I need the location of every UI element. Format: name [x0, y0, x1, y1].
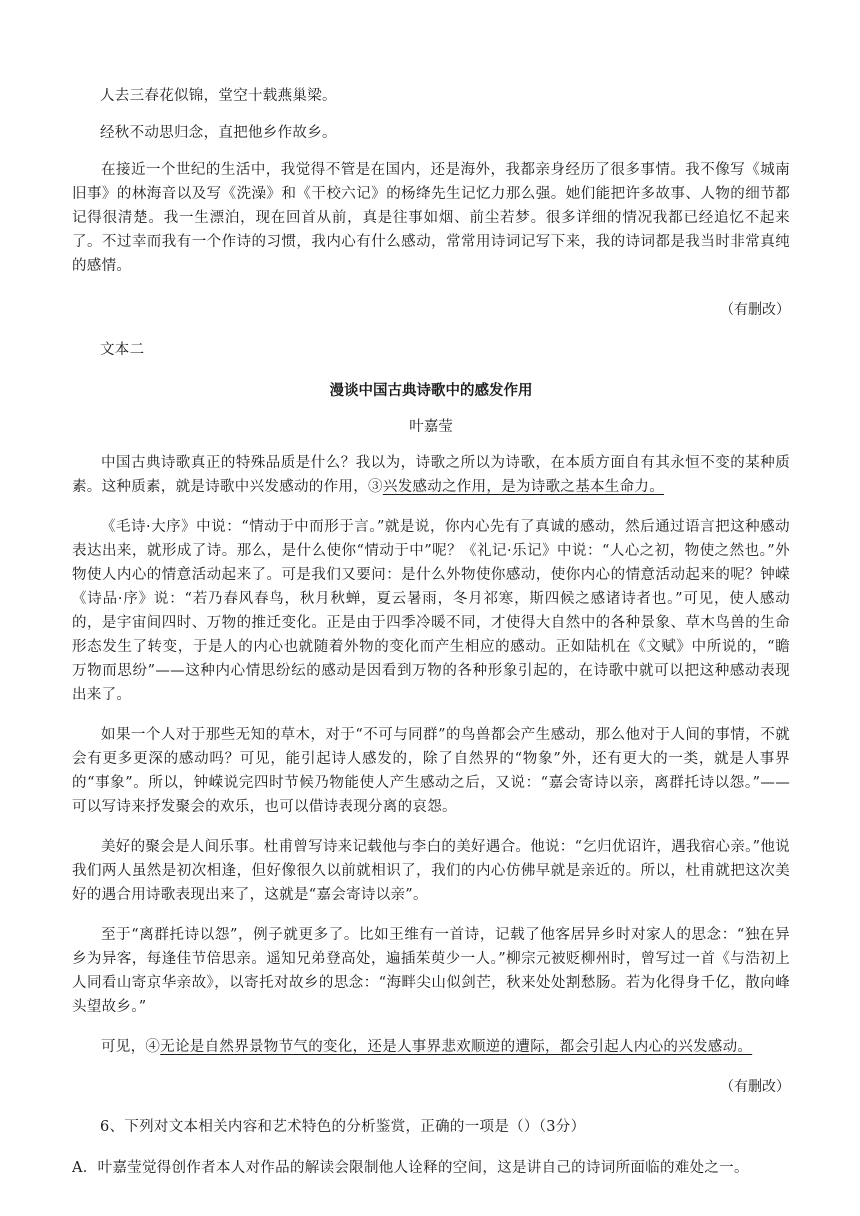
- underlined-sentence-3: 兴发感动之作用，是为诗歌之基本生命力。: [382, 479, 665, 495]
- text1-paragraph: 在接近一个世纪的生活中，我觉得不管是在国内，还是海外，我都亲身经历了很多事情。我不像写《城南旧事》的林海音以及写《洗澡》和《干校六记》的杨绛先生记忆力那么强。她们能把许多故事、人物的细节都记得很清楚。我一生漂泊，现在回首从前，真是往事如烟、前尘若梦。很多详细的情况我都已经追忆不起来了。不过幸而我有一个作诗的习惯，我内心有什么感动，常常用诗词记写下来，我的诗词都是我当时非常真纯的感情。: [72, 162, 790, 274]
- text2-paragraph-6: [72, 1035, 790, 1059]
- para1-lead: 中国古典诗歌真正的特殊品质是什么？我以为，诗歌之所以为诗歌，在本质方面自有其永恒不变的某种质素。这种质素，就是诗歌中兴发感动的作用，③: [72, 455, 790, 495]
- text2-paragraph-4: 美好的聚会是人间乐事。杜甫曾写诗来记载他与李白的美好遇合。他说：“乞归优诏许，遇我宿心亲。”他说我们两人虽然是初次相逢，但好像很久以前就相识了，我们的内心仿佛早就是亲近的。所以，杜甫就把这次美好的遇合用诗歌表现出来了，这就是“嘉会寄诗以亲”。: [72, 839, 790, 903]
- poem-line-1: 人去三春花似锦，堂空十载燕巢梁。: [100, 88, 337, 104]
- article-title: 漫谈中国古典诗歌中的感发作用: [329, 382, 533, 399]
- text2-paragraph-2: 《毛诗·大序》中说：“情动于中而形于言。”就是说，你内心先有了真诚的感动，然后通过语言把这种感动表达出来，就形成了诗。那么，是什么使你“情动于中”呢？《礼记·乐记》中说：“人心之初，物使之然也。”外物使人内心的情意活动起来了。可是我们又要问：是什么外物使你感动，使你内心的情意活动起来的呢？钟嵘《诗品·序》说：“若乃春风春鸟，秋月秋蝉，夏云暑雨，冬月祁寒，斯四候之感诸诗者也。”可见，使人感动的，是宇宙间四时、万物的推迁变化。正是由于四季冷暖不同，才使得大自然中的各种景象、草木鸟兽的生命形态发生了转变，于是人的内心也就随着外物的变化而产生相应的感动。正如陆机在《文赋》中所说的，“瞻万物而思纷”——这种内心情思纷纭的感动是因看到万物的各种形象引起的，在诗歌中就可以把这种感动表现出来了。: [72, 519, 790, 703]
- poem-line-2: 经秋不动思归念，直把他乡作故乡。: [100, 125, 337, 141]
- text2-paragraph-3: 如果一个人对于那些无知的草木，对于“不可与同群”的鸟兽都会产生感动，那么他对于人间的事情，不就会有更多更深的感动吗？可见，能引起诗人感发的，除了自然界的“物象”外，还有更大的一类，就是人事界的“事象”。所以，钟嵘说完四时节候乃物能使人产生感动之后，又说：“嘉会寄诗以亲，离群托诗以怨。”——可以写诗来抒发聚会的欢乐，也可以借诗表现分离的哀怨。: [72, 727, 790, 815]
- question-option-a: A．叶嘉莹觉得创作者本人对作品的解读会限制他人诠释的空间，这是讲自己的诗词所面临的难处之一。: [72, 1160, 749, 1176]
- article-author: 叶嘉莹: [409, 419, 453, 435]
- underlined-sentence-4: 无论是自然界景物节气的变化，还是人事界悲欢顺逆的遭际，都会引起人内心的兴发感动。: [160, 1039, 753, 1055]
- para6-lead: 可见，④: [101, 1039, 161, 1055]
- text2-paragraph-1: [72, 451, 790, 499]
- text2-edit-note: （有删改）: [720, 1079, 790, 1095]
- text2-label: 文本二: [100, 342, 145, 358]
- question-stem: 6、下列对文本相关内容和艺术特色的分析鉴赏，正确的一项是（）（3分）: [100, 1119, 586, 1135]
- text2-paragraph-5: 至于“离群托诗以怨”，例子就更多了。比如王维有一首诗，记载了他客居异乡时对家人的思念：“独在异乡为异客，每逢佳节倍思亲。遥知兄弟登高处，遍插茱萸少一人。”柳宗元被贬柳州时，曾写过一首《与浩初上人同看山寄京华亲故》，以寄托对故乡的思念：“海畔尖山似剑芒，秋来处处割愁肠。若为化得身千亿，散向峰头望故乡。”: [72, 927, 790, 1015]
- text1-edit-note: （有删改）: [720, 302, 790, 318]
